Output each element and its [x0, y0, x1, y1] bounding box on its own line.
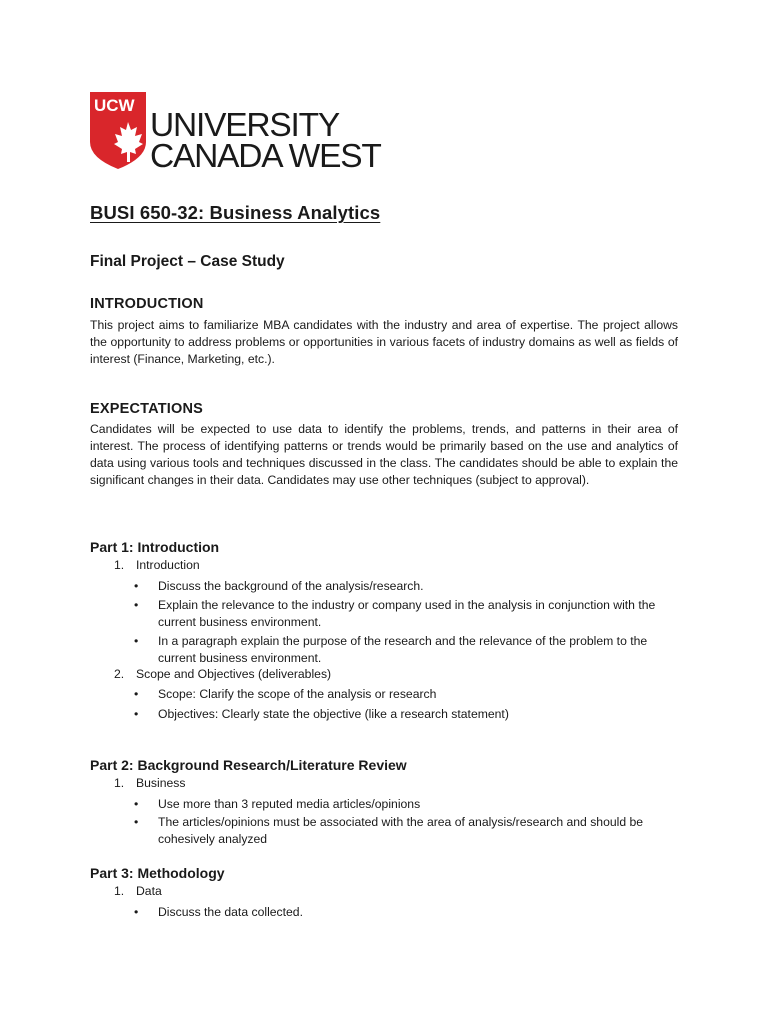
expectations-heading: EXPECTATIONS — [90, 401, 204, 417]
logo-line1: UNIVERSITY — [150, 107, 340, 144]
list-number: 2. — [114, 667, 125, 681]
part2-heading: Part 2: Background Research/Literature Review — [90, 757, 407, 773]
list-label: Business — [136, 776, 186, 790]
list-number: 1. — [114, 884, 125, 898]
bullet-item — [134, 904, 682, 921]
university-logo — [90, 92, 395, 172]
expectations-text: Candidates will be expected to use data to identify the problems, trends, and patterns in their area of interest. The process of identifying patterns or trends would be primarily based on the use and analytics of data using various tools and techniques discussed in the class. The candidates should be able to explain the significant changes in their data. Candidates may use other techniques (subject to approval). — [90, 422, 678, 487]
document-subtitle: Final Project – Case Study — [90, 253, 285, 270]
bullet-icon: • — [134, 707, 139, 721]
list-label: Data — [136, 884, 162, 898]
introduction-heading: INTRODUCTION — [90, 296, 204, 312]
bullet-icon: • — [134, 687, 139, 701]
bullet-item — [134, 686, 682, 703]
list-item — [114, 667, 331, 681]
bullet-icon: • — [134, 797, 139, 811]
bullet-icon: • — [134, 905, 139, 919]
bullet-text: Objectives: Clearly state the objective (like a research statement) — [158, 707, 509, 721]
bullet-icon: • — [134, 634, 139, 648]
bullet-item — [134, 814, 682, 848]
ucw-logo-icon — [90, 92, 395, 172]
bullet-icon: • — [134, 815, 139, 829]
bullet-icon: • — [134, 598, 139, 612]
list-number: 1. — [114, 558, 125, 572]
list-number: 1. — [114, 776, 125, 790]
list-label: Introduction — [136, 558, 200, 572]
list-item — [114, 776, 185, 790]
bullet-text: Scope: Clarify the scope of the analysis or research — [158, 687, 437, 701]
bullet-item — [134, 706, 682, 723]
part1-heading: Part 1: Introduction — [90, 539, 220, 555]
bullet-item — [134, 597, 682, 631]
bullet-item — [134, 633, 682, 667]
list-item — [114, 884, 162, 898]
bullet-item — [134, 578, 682, 595]
introduction-text: This project aims to familiarize MBA candidates with the industry and area of expertise. The project allows the opportunity to address problems or opportunities in various facets of industry domains as well as fields of interest (Finance, Marketing, etc.). — [90, 318, 678, 366]
part3-heading: Part 3: Methodology — [90, 865, 225, 881]
list-label: Scope and Objectives (deliverables) — [136, 667, 332, 681]
logo-badge-text: UCW — [94, 96, 135, 115]
bullet-text: In a paragraph explain the purpose of the research and the relevance of the problem to the current business environment. — [158, 634, 648, 665]
bullet-text: The articles/opinions must be associated with the area of analysis/research and should be cohesively analyzed — [158, 815, 644, 846]
course-title: BUSI 650-32: Business Analytics — [90, 202, 381, 223]
logo-line2: CANADA WEST — [150, 138, 381, 172]
bullet-text: Discuss the background of the analysis/research. — [158, 579, 424, 593]
bullet-item — [134, 796, 682, 813]
bullet-text: Explain the relevance to the industry or company used in the analysis in conjunction with the current business environment. — [158, 598, 656, 629]
bullet-text: Use more than 3 reputed media articles/opinions — [158, 797, 421, 811]
bullet-text: Discuss the data collected. — [158, 905, 303, 919]
bullet-icon: • — [134, 579, 139, 593]
list-item — [114, 558, 200, 572]
